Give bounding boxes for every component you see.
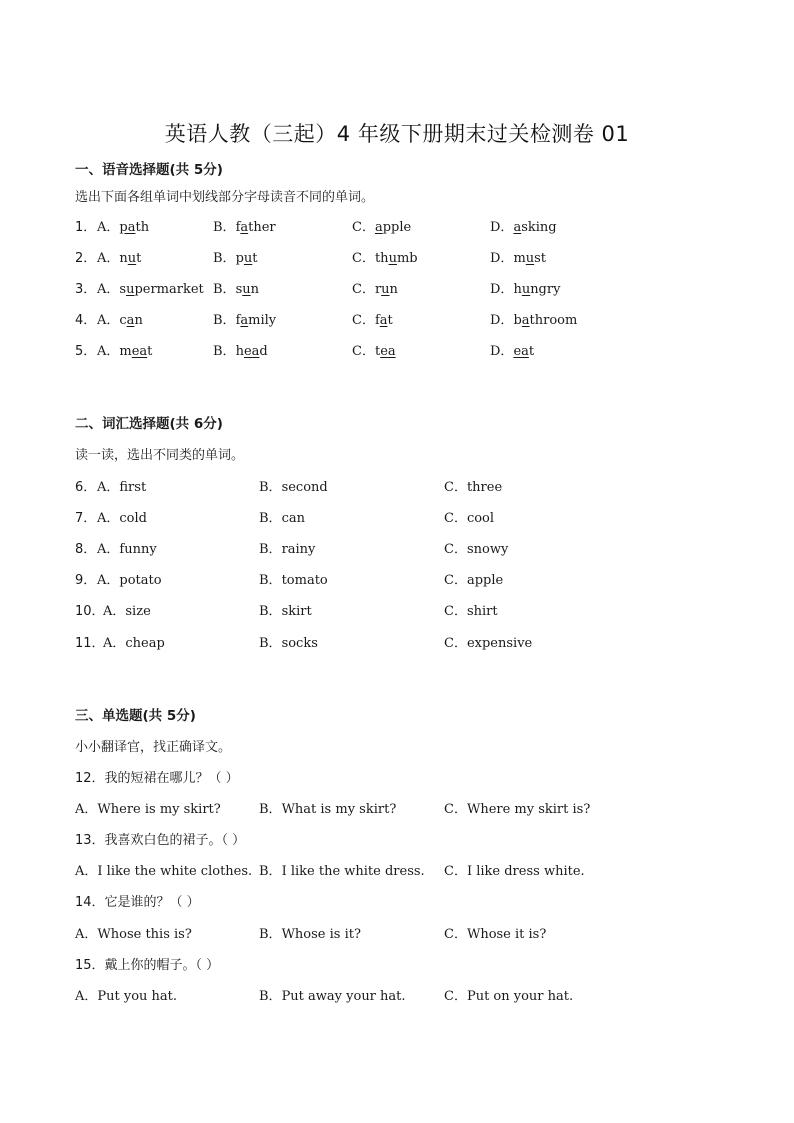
question-number: 3．: [75, 282, 97, 297]
option-b: B．What is my skirt?: [259, 802, 397, 817]
option-d: D．asking: [490, 220, 557, 235]
question-number: 10．: [75, 604, 105, 619]
question-number: 9．: [75, 573, 97, 588]
option-a: A．I like the white clothes.: [75, 864, 253, 879]
option-c: C．cool: [444, 511, 495, 526]
option-b: B．Whose is it?: [259, 927, 361, 942]
option-b: B．tomato: [259, 573, 328, 588]
option-a: A．cold: [97, 511, 147, 526]
option-a: A．Put you hat.: [75, 989, 178, 1004]
option-c: C．fat: [352, 313, 393, 328]
option-a: A．supermarket: [97, 282, 204, 297]
question-9: [75, 569, 755, 587]
question-8: [75, 538, 755, 556]
question-number: 7．: [75, 511, 97, 526]
section-3-instruction: 小小翻译官，找正确译文。: [75, 740, 232, 755]
option-b: B．second: [259, 480, 328, 495]
section-3-heading: 三、单选题(共 5分): [75, 708, 196, 724]
question-number: 5．: [75, 344, 97, 359]
section-2-heading: 二、词汇选择题(共 6分): [75, 416, 223, 432]
option-c: C．snowy: [444, 542, 509, 557]
option-c: C．Put on your hat.: [444, 989, 574, 1004]
option-b: B．head: [213, 344, 268, 359]
option-c: C．three: [444, 480, 503, 495]
question-12-options: [75, 798, 755, 816]
question-number: 4．: [75, 313, 97, 328]
option-d: D．hungry: [490, 282, 561, 297]
option-b: B．can: [259, 511, 305, 526]
option-b: B．sun: [213, 282, 259, 297]
option-b: B．I like the white dress.: [259, 864, 425, 879]
option-a: A．size: [103, 604, 151, 619]
question-number: 2．: [75, 251, 97, 266]
option-a: A．Whose this is?: [75, 927, 192, 942]
option-c: C．expensive: [444, 636, 533, 651]
option-b: B．Put away your hat.: [259, 989, 406, 1004]
question-6: [75, 476, 755, 494]
option-a: A．funny: [97, 542, 157, 557]
option-a: A．first: [97, 480, 147, 495]
option-d: D．eat: [490, 344, 535, 359]
question-12-stem: 12．我的短裙在哪儿？（ ）: [75, 771, 239, 786]
option-b: B．family: [213, 313, 277, 328]
option-c: C．apple: [352, 220, 412, 235]
option-c: C．thumb: [352, 251, 418, 266]
question-number: 6．: [75, 480, 97, 495]
option-a: A．Where is my skirt?: [75, 802, 221, 817]
question-1: [75, 216, 755, 234]
page-title: 英语人教（三起）4 年级下册期末过关检测卷 01: [164, 122, 630, 146]
option-b: B．father: [213, 220, 276, 235]
option-c: C．shirt: [444, 604, 498, 619]
option-b: B．skirt: [259, 604, 312, 619]
option-b: B．rainy: [259, 542, 316, 557]
option-a: A．nut: [97, 251, 142, 266]
option-b: B．put: [213, 251, 258, 266]
question-13-stem: 13．我喜欢白色的裙子。（ ）: [75, 833, 246, 848]
option-b: B．socks: [259, 636, 318, 651]
section-2-instruction: 读一读，选出不同类的单词。: [75, 448, 245, 463]
option-d: D．bathroom: [490, 313, 578, 328]
option-c: C．I like dress white.: [444, 864, 585, 879]
question-number: 11．: [75, 636, 105, 651]
question-7: [75, 507, 755, 525]
question-11: [75, 632, 755, 650]
question-5: [75, 340, 755, 358]
section-1-instruction: 选出下面各组单词中划线部分字母读音不同的单词。: [75, 190, 375, 205]
question-14-options: [75, 923, 755, 941]
option-a: A．path: [97, 220, 150, 235]
question-number: 8．: [75, 542, 97, 557]
option-c: C．apple: [444, 573, 504, 588]
question-15-options: [75, 985, 755, 1003]
option-c: C．Whose it is?: [444, 927, 547, 942]
option-d: D．must: [490, 251, 547, 266]
option-c: C．run: [352, 282, 398, 297]
question-2: [75, 247, 755, 265]
question-10: [75, 600, 755, 618]
option-a: A．meat: [97, 344, 153, 359]
question-15-stem: 15．戴上你的帽子。（ ）: [75, 958, 220, 973]
option-c: C．tea: [352, 344, 396, 359]
question-13-options: [75, 860, 755, 878]
option-a: A．potato: [97, 573, 162, 588]
section-1-heading: 一、语音选择题(共 5分): [75, 162, 223, 178]
option-c: C．Where my skirt is?: [444, 802, 591, 817]
option-a: A．cheap: [103, 636, 165, 651]
question-4: [75, 309, 755, 327]
question-3: [75, 278, 755, 296]
question-14-stem: 14．它是谁的？（ ）: [75, 895, 200, 910]
option-a: A．can: [97, 313, 143, 328]
question-number: 1．: [75, 220, 97, 235]
